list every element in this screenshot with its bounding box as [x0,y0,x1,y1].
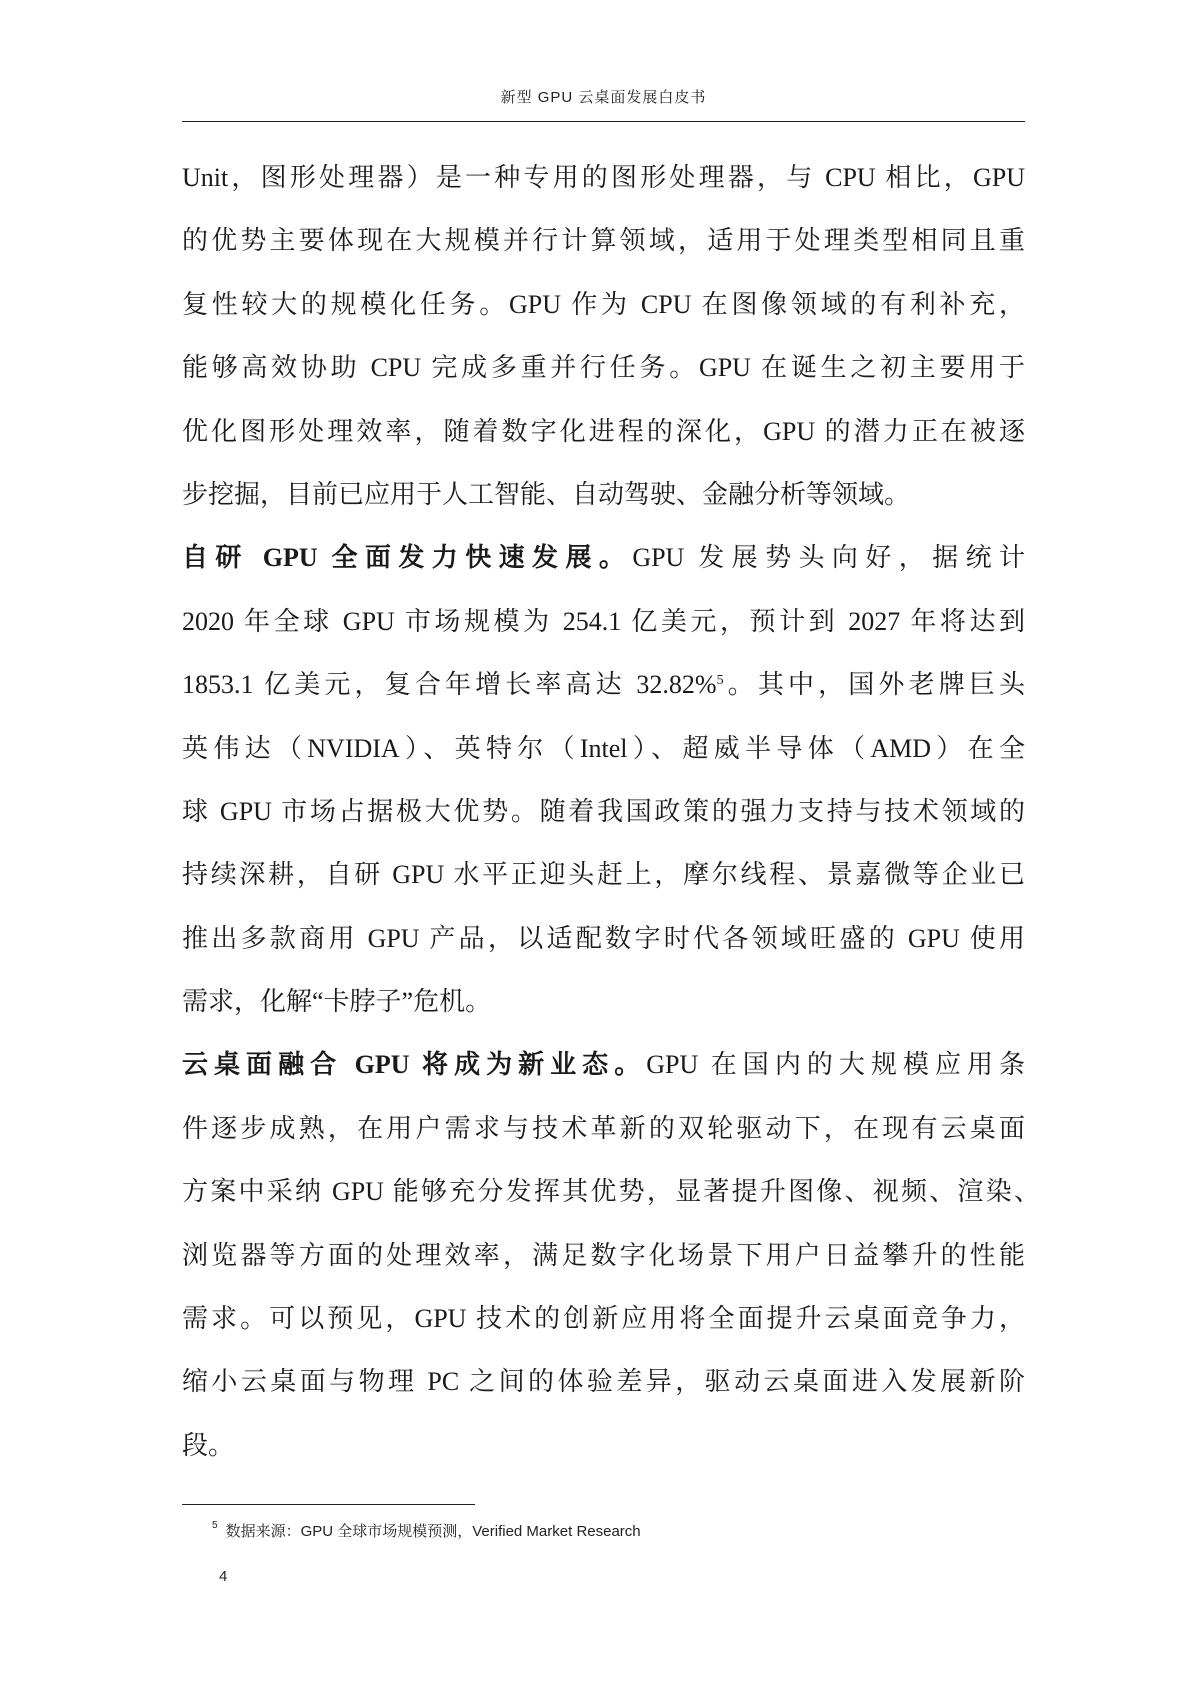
text-segment: GPU 在国内的大规模应用条 [646,1050,1025,1080]
text-segment: 优化图形处理效率，随着数字化进程的深化，GPU 的潜力正在被逐 [182,416,1025,446]
text-segment: 需求，化解“卡脖子”危机。 [182,987,492,1017]
text-line [182,794,1025,857]
text-line [182,1428,1025,1491]
text-line [182,350,1025,413]
text-line [182,160,1025,223]
text-line [182,604,1025,667]
text-segment: 推出多款商用 GPU 产品，以适配数字时代各领域旺盛的 GPU 使用 [182,923,1025,953]
text-segment: 件逐步成熟，在用户需求与技术革新的双轮驱动下，在现有云桌面 [182,1113,1025,1143]
text-line [182,540,1025,603]
text-segment: 浏览器等方面的处理效率，满足数字化场景下用户日益攀升的性能 [182,1240,1025,1270]
text-segment: 方案中采纳 GPU 能够充分发挥其优势，显著提升图像、视频、渲染、 [182,1177,1040,1207]
text-segment: 2020 年全球 GPU 市场规模为 254.1 亿美元，预计到 2027 年将达到 [182,606,1025,636]
text-line [182,414,1025,477]
body-text [182,160,1040,1491]
text-segment: 缩小云桌面与物理 PC 之间的体验差异，驱动云桌面进入发展新阶 [182,1367,1025,1397]
text-line [182,1174,1040,1237]
footnote-text: 数据来源：GPU 全球市场规模预测，Verified Market Research [225,1523,641,1540]
footnote [212,1520,641,1541]
text-segment: GPU 发展势头向好，据统计 [632,543,1025,573]
bold-heading: 自研 GPU 全面发力快速发展。 [182,543,633,573]
footnote-mark: 5 [212,1520,218,1531]
footnote-divider [182,1504,475,1505]
text-segment: Unit，图形处理器）是一种专用的图形处理器，与 CPU 相比，GPU [182,163,1025,192]
text-line [182,1111,1025,1174]
text-segment: 需求。可以预见，GPU 技术的创新应用将全面提升云桌面竞争力， [182,1304,1025,1334]
running-header: 新型 GPU 云桌面发展白皮书 [500,89,707,106]
text-line [182,477,1025,540]
text-segment: 段。 [182,1430,235,1460]
text-line [182,1301,1025,1364]
bold-heading: 云桌面融合 GPU 将成为新业态。 [182,1050,647,1080]
text-segment: 复性较大的规模化任务。GPU 作为 CPU 在图像领域的有利补充， [182,289,1025,319]
text-line [182,857,1025,920]
text-segment: 1853.1 亿美元，复合年增长率高达 32.82% [182,670,717,700]
text-line [182,984,1025,1047]
text-segment: 英伟达（NVIDIA）、英特尔（Intel）、超威半导体（AMD）在全 [182,733,1025,763]
text-line [182,667,1025,730]
text-segment: 步挖掘，目前已应用于人工智能、自动驾驶、金融分析等领域。 [182,479,911,509]
text-line [182,287,1025,350]
text-line [182,1238,1025,1301]
page-number: 4 [219,1568,228,1585]
text-segment: 能够高效协助 CPU 完成多重并行任务。GPU 在诞生之初主要用于 [182,353,1025,383]
text-segment: 球 GPU 市场占据极大优势。随着我国政策的强力支持与技术领域的 [182,796,1025,826]
text-line [182,223,1025,286]
text-line [182,1047,1025,1110]
text-segment: 持续深耕，自研 GPU 水平正迎头赶上，摩尔线程、景嘉微等企业已 [182,860,1025,890]
text-line [182,921,1025,984]
text-segment: 。其中，国外老牌巨头 [723,670,1025,700]
header-divider [182,121,1025,122]
text-line [182,731,1025,794]
footnote-reference: 5 [716,673,724,689]
text-line [182,1364,1025,1427]
text-segment: 的优势主要体现在大规模并行计算领域，适用于处理类型相同且重 [182,226,1025,256]
